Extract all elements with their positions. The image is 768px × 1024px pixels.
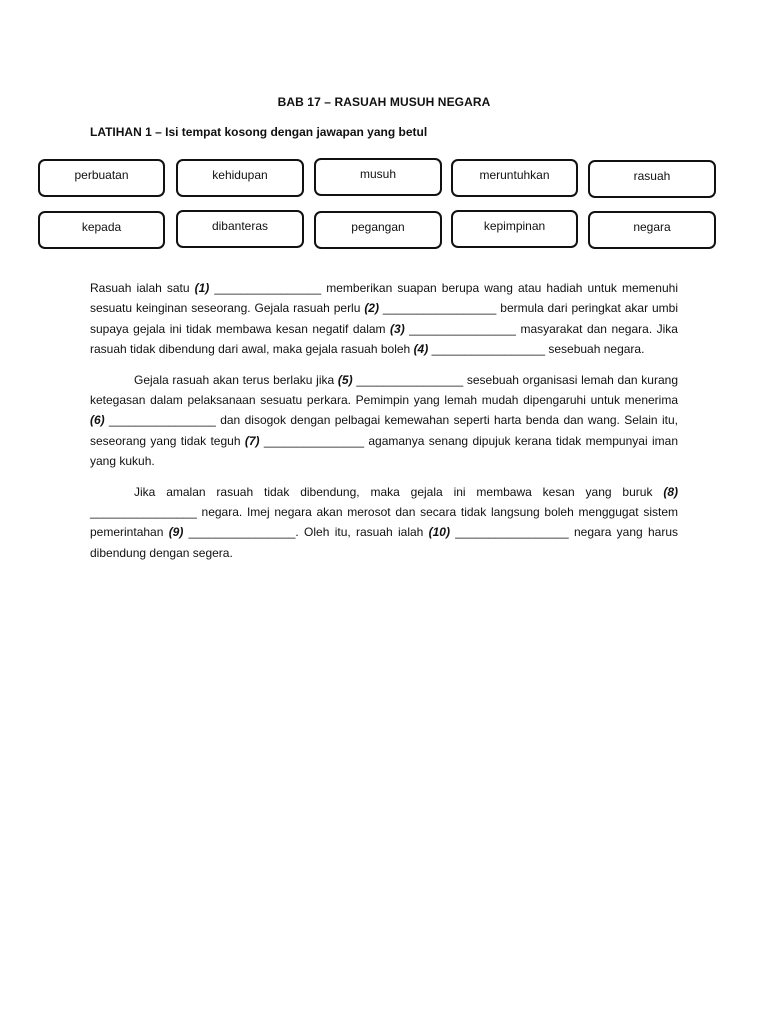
word-box-kepada: kepada [38, 211, 165, 249]
paragraph-1 [90, 278, 678, 360]
word-box-musuh: musuh [314, 158, 442, 196]
word-box-meruntuhkan: meruntuhkan [451, 159, 578, 197]
passage-text: _________________ sesebuah negara. [428, 342, 645, 357]
passage-text: _______________ agamanya senang dipujuk kerana tidak mempunyai iman yang kukuh. [90, 433, 678, 469]
passage-text: Rasuah ialah satu [90, 281, 195, 295]
passage-text: _________________ bermula dari peringkat akar umbi supaya gejala ini tidak membawa kesan negatif dalam [90, 301, 678, 336]
blank-number-8: (8) [663, 484, 678, 499]
word-box-kepimpinan: kepimpinan [451, 210, 578, 248]
blank-number-7: (7) [244, 433, 260, 448]
paragraph-2 [90, 370, 678, 472]
word-box-dibanteras: dibanteras [176, 210, 304, 248]
blank-number-9: (9) [168, 525, 184, 540]
word-box-rasuah: rasuah [588, 160, 716, 198]
exercise-instruction: LATIHAN 1 – Isi tempat kosong dengan jawapan yang betul [90, 125, 428, 139]
passage-text: ________________ dan disogok dengan pelbagai kemewahan seperti harta benda dan wang. Selain itu, seseorang yang tidak teguh [90, 413, 678, 448]
passage-text: ________________. Oleh itu, rasuah ialah [183, 525, 429, 540]
blank-number-2: (2) [364, 301, 379, 316]
passage-text: ________________ sesebuah organisasi lemah dan kurang ketegasan dalam pelaksanaan sesuatu perkara. Pemimpin yang lemah mudah dipengaruhi untuk menerima [90, 372, 678, 408]
blank-number-4: (4) [413, 342, 429, 357]
word-box-pegangan: pegangan [314, 211, 442, 249]
paragraph-3 [90, 482, 678, 564]
passage-text: ________________ negara. Imej negara akan merosot dan secara tidak langsung boleh menggugat sistem pemerintahan [90, 505, 678, 540]
word-box-kehidupan: kehidupan [176, 159, 304, 197]
blank-number-5: (5) [337, 372, 353, 387]
passage-text: ________________ masyarakat dan negara. Jika rasuah tidak dibendung dari awal, maka gejala rasuah boleh [90, 321, 678, 357]
blank-number-6: (6) [90, 413, 105, 428]
passage-text: ________________ memberikan suapan berupa wang atau hadiah untuk memenuhi sesuatu keinginan seseorang. Gejala rasuah perlu [90, 281, 678, 316]
passage-text: Gejala rasuah akan terus berlaku jika [134, 372, 338, 387]
passage-text: Jika amalan rasuah tidak dibendung, maka gejala ini membawa kesan yang buruk [134, 484, 664, 499]
word-box-negara: negara [588, 211, 716, 249]
blank-number-1: (1) [194, 281, 210, 295]
blank-number-10: (10) [428, 525, 450, 540]
fill-in-passage [90, 278, 678, 573]
blank-number-3: (3) [390, 321, 405, 336]
word-box-perbuatan: perbuatan [38, 159, 165, 197]
passage-text: _________________ negara yang harus dibendung dengan segera. [90, 525, 678, 560]
chapter-title: BAB 17 – RASUAH MUSUH NEGARA [277, 95, 491, 109]
